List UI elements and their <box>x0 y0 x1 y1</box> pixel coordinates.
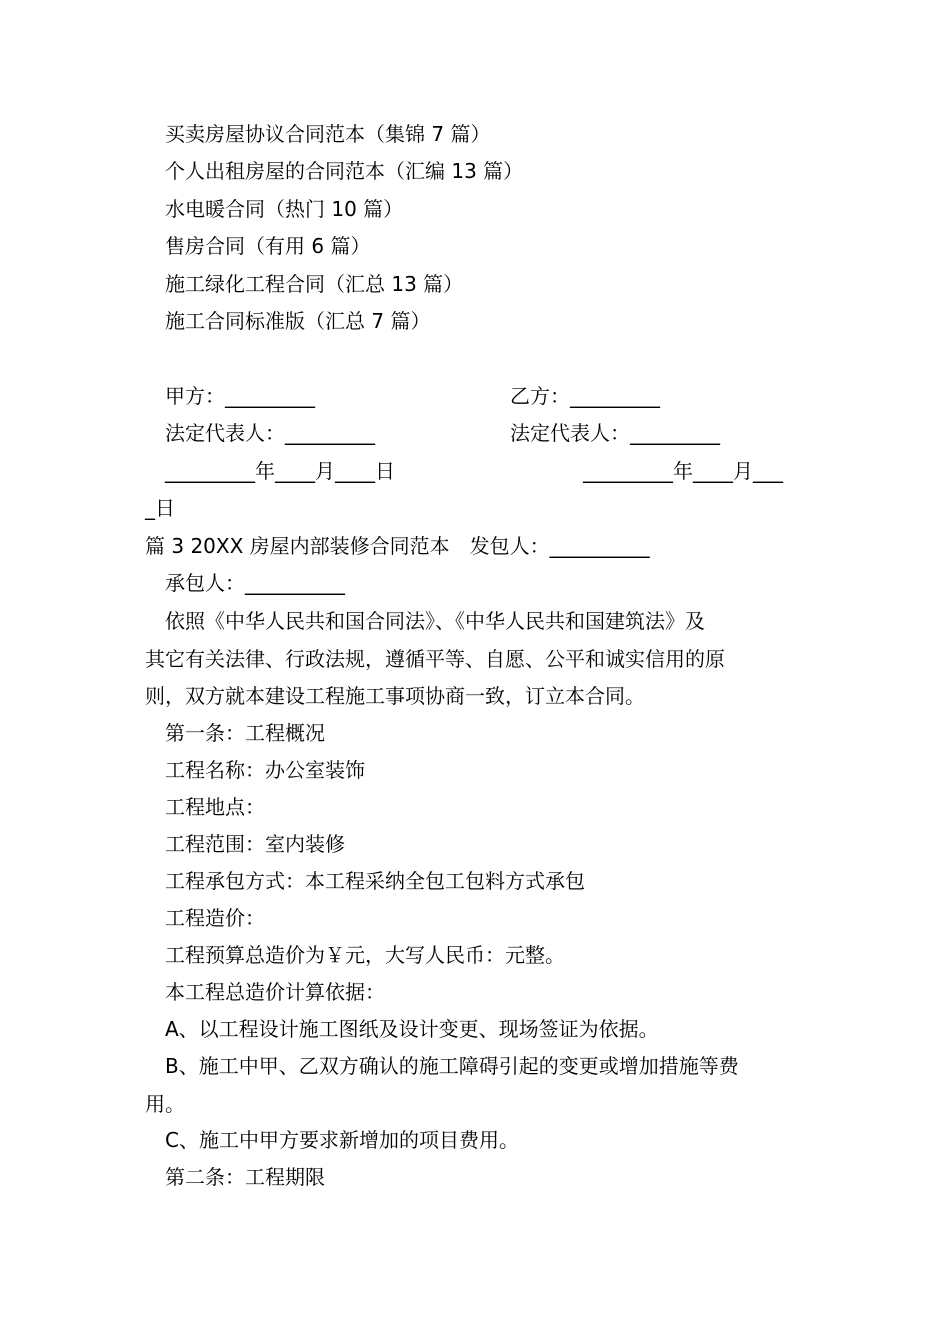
cost-label: 工程造价： <box>165 906 265 930</box>
related-link[interactable]: 施工绿化工程合同（汇总 13 篇） <box>165 272 464 296</box>
article-1-title: 第一条：工程概况 <box>165 721 325 745</box>
related-link[interactable]: 施工合同标准版（汇总 7 篇） <box>165 309 431 333</box>
preamble-line: 则，双方就本建设工程施工事项协商一致，订立本合同。 <box>145 684 645 708</box>
preamble-line: 其它有关法律、行政法规，遵循平等、自愿、公平和诚实信用的原 <box>145 647 725 671</box>
basis-a: A、以工程设计施工图纸及设计变更、现场签证为依据。 <box>165 1017 659 1041</box>
related-link[interactable]: 售房合同（有用 6 篇） <box>165 234 371 258</box>
project-scope: 工程范围：室内装修 <box>165 832 345 856</box>
party-a-signature: 甲方：_________ <box>165 384 315 408</box>
related-link[interactable]: 买卖房屋协议合同范本（集锦 7 篇） <box>165 122 491 146</box>
preamble-line: 依照《中华人民共和国合同法》、《中华人民共和国建筑法》及 <box>165 609 705 633</box>
contract-method: 工程承包方式：本工程采纳全包工包料方式承包 <box>165 869 585 893</box>
basis-b-wrap: 用。 <box>145 1092 185 1116</box>
contract-heading: 篇 3 20XX 房屋内部装修合同范本 发包人：__________ <box>145 534 650 558</box>
party-a-representative: 法定代表人：_________ <box>165 421 375 445</box>
article-2-title: 第二条：工程期限 <box>165 1165 325 1189</box>
contractor-line: 承包人：__________ <box>165 571 345 595</box>
party-b-representative: 法定代表人：_________ <box>510 421 720 445</box>
party-b-date: _________年____月___ <box>583 459 783 483</box>
cost-basis-label: 本工程总造价计算依据： <box>165 980 385 1004</box>
related-link[interactable]: 个人出租房屋的合同范本（汇编 13 篇） <box>165 159 524 183</box>
project-location: 工程地点： <box>165 795 265 819</box>
project-name: 工程名称：办公室装饰 <box>165 758 365 782</box>
basis-c: C、施工中甲方要求新增加的项目费用。 <box>165 1128 519 1152</box>
budget-total: 工程预算总造价为￥元，大写人民币：元整。 <box>165 943 565 967</box>
basis-b: B、施工中甲、乙双方确认的施工障碍引起的变更或增加措施等费 <box>165 1054 739 1078</box>
party-a-date: _________年____月____日 <box>165 459 395 483</box>
party-b-signature: 乙方：_________ <box>510 384 660 408</box>
related-link[interactable]: 水电暖合同（热门 10 篇） <box>165 197 404 221</box>
party-b-date-wrap: _日 <box>145 496 175 520</box>
